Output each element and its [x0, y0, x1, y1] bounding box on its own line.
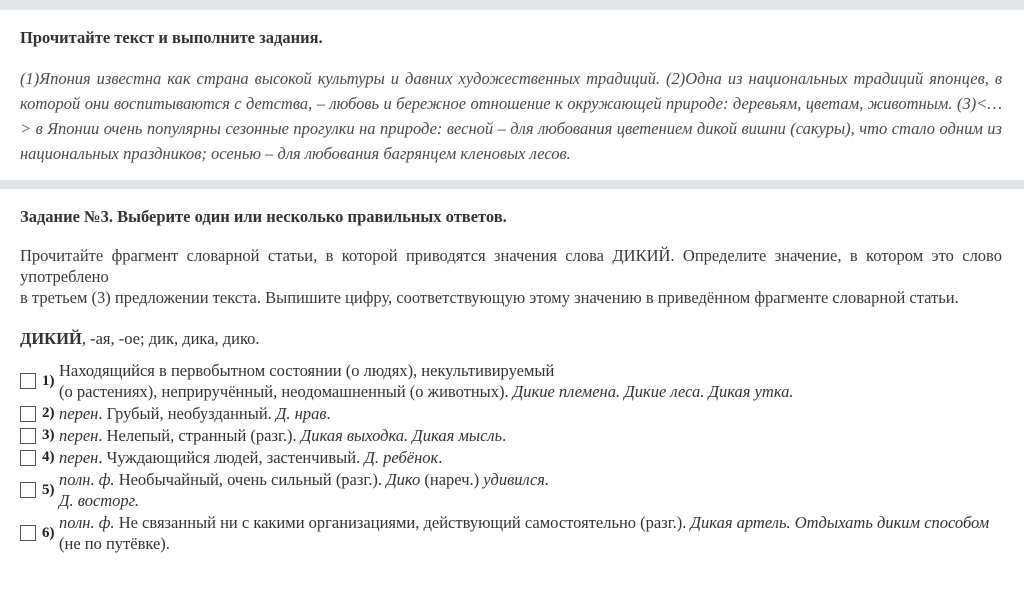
option-5-text — [59, 469, 1010, 511]
option-2-tail: . — [326, 404, 331, 423]
option-4-tail: . — [438, 448, 443, 467]
option-4-mark: перен — [59, 448, 99, 467]
instruction-line-2: в третьем (3) предложении текста. Выпишите цифру, соответствующую этому значению в приведённом фрагменте словарной статьи. — [20, 288, 959, 307]
option-5-line-2 — [59, 490, 1010, 511]
option-2-text — [59, 403, 1010, 424]
option-5-example: Дико — [386, 470, 421, 489]
option-3-tail: . — [502, 426, 507, 445]
answer-options — [20, 360, 1010, 555]
option-1-definition-end: (о растениях), неприручённый, неодомашненный (о животных). — [59, 382, 513, 401]
option-6-checkbox[interactable] — [20, 525, 36, 541]
option-3-number: 3) — [42, 427, 55, 443]
dictionary-headword-line — [20, 329, 1002, 349]
task-title: Задание №3. Выберите один или несколько правильных ответов. — [20, 207, 507, 226]
option-1 — [20, 360, 1010, 402]
option-5 — [20, 469, 1010, 511]
option-3 — [20, 425, 1010, 446]
option-3-text — [59, 425, 1010, 446]
option-2-definition: . Грубый, необузданный. — [98, 404, 276, 423]
option-5-line-1 — [59, 469, 1010, 490]
option-3-mark: перен — [59, 426, 99, 445]
option-1-line-1: Находящийся в первобытном состоянии (о людях), некультивируемый — [59, 361, 555, 380]
option-2-number: 2) — [42, 405, 55, 421]
option-5-mark: полн. ф. — [59, 470, 115, 489]
option-4-number: 4) — [42, 449, 55, 465]
option-3-definition: . Нелепый, странный (разг.). — [98, 426, 301, 445]
option-6-tail: (не по путёвке). — [59, 534, 170, 553]
option-2-mark: перен — [59, 404, 99, 423]
option-5-definition: Необычайный, очень сильный (разг.). — [114, 470, 387, 489]
option-3-checkbox[interactable] — [20, 428, 36, 444]
option-1-text — [59, 360, 1010, 402]
option-6-definition: Не связанный ни с какими организациями, действующий самостоятельно (разг.). — [114, 513, 691, 532]
option-6 — [20, 512, 1010, 554]
instruction-line-1: Прочитайте фрагмент словарной статьи, в которой приводятся значения слова ДИКИЙ. Определите значение, в котором это слово употреблено — [20, 246, 1002, 286]
option-6-text — [59, 512, 1010, 554]
option-6-number: 6) — [42, 524, 55, 541]
option-5-checkbox[interactable] — [20, 482, 36, 498]
option-3-example: Дикая выходка. Дикая мысль — [300, 426, 503, 445]
option-2 — [20, 403, 1010, 424]
reading-text: (1)Япония известна как страна высокой культуры и давних художественных традиций. (2)Одна из национальных традиций японцев, в которой они воспитываются с детства, – любовь и бережное отношение к окружающей природе: деревьям, цветам, животным. (3)<…> в Японии очень популярны сезонные прогулки на природе: весной – для любования цветением дикой вишни (сакуры), что стало одним из национальных праздников; осенью – для любования багрянцем кленовых лесов. — [20, 69, 1002, 163]
dictionary-headword: ДИКИЙ — [20, 329, 82, 348]
option-5-example-3: Д. восторг. — [59, 491, 140, 510]
section-divider — [0, 180, 1024, 189]
option-5-number: 5) — [42, 481, 55, 498]
option-4 — [20, 447, 1010, 468]
option-4-definition: . Чуждающийся людей, застенчивый. — [98, 448, 365, 467]
option-1-line-2 — [59, 381, 1010, 402]
option-1-examples: Дикие племена. Дикие леса. Дикая утка. — [512, 382, 794, 401]
option-2-checkbox[interactable] — [20, 406, 36, 422]
headword-forms: , -ая, -ое; дик, дика, дико. — [81, 329, 260, 348]
reading-title: Прочитайте текст и выполните задания. — [20, 28, 323, 47]
option-4-example: Д. ребёнок — [364, 448, 439, 467]
option-6-mark: полн. ф. — [59, 513, 115, 532]
task-instruction — [20, 245, 1002, 308]
option-5-example-2: удивился. — [483, 470, 550, 489]
option-4-checkbox[interactable] — [20, 450, 36, 466]
option-4-text — [59, 447, 1010, 468]
option-1-checkbox[interactable] — [20, 373, 36, 389]
option-2-example: Д. нрав — [275, 404, 327, 423]
option-5-pos: (нареч.) — [420, 470, 484, 489]
option-1-number: 1) — [42, 372, 55, 389]
top-band — [0, 0, 1024, 10]
option-6-example: Дикая артель. Отдыхать диким способом — [690, 513, 990, 532]
